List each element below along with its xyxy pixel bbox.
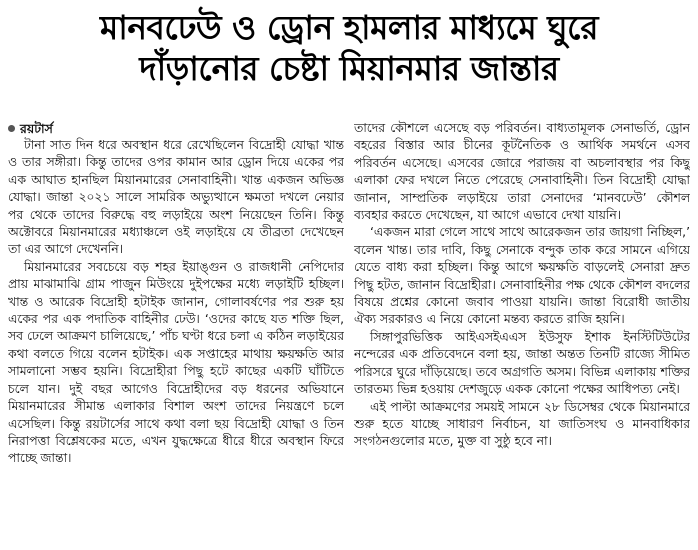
headline-line-1: মানবঢেউ ও ড্রোন হামলার মাধ্যমে ঘুরে xyxy=(99,8,599,47)
right-column xyxy=(354,120,690,548)
headline xyxy=(0,0,698,88)
byline-source: রয়টার্স xyxy=(20,121,53,136)
byline xyxy=(8,120,344,137)
paragraph: ‘একজন মারা গেলে সাথে সাথে আরেকজন তার জায়গা নিচ্ছিল,’ বলেন খান্ত। তার দাবি, কিছু সেনাকে বন্দুক তাক করে সামনে এগিয়ে যেতে বাধ্য করা হচ্ছিল। কিন্তু আগে ক্ষয়ক্ষতি বাড়লেই সেনারা দ্রুত পিছু হটত, জানান বিদ্রোহীরা। সেনাবাহিনীর পক্ষ থেকে কৌশল বদলের বিষয়ে প্রশ্নের কোনো জবাব পাওয়া যায়নি। জান্তা বিরোধী জাতীয় ঐক্য সরকারও এ নিয়ে কোনো মন্তব্য করতে রাজি হয়নি। xyxy=(354,225,690,327)
bullet-icon xyxy=(8,125,15,132)
paragraph: তাদের কৌশলে এসেছে বড় পরিবর্তন। বাধ্যতামূলক সেনাভর্তি, ড্রোন বহরের বিস্তার আর চীনের কূটনৈতিক ও আর্থিক সমর্থনে এসব পরিবর্তন এসেছে। এসবের জোরে পরাজয় বা অচলাবস্থার পর কিছু এলাকা ফের দখলে নিতে পেরেছে সেনাবাহিনী। তিন বিদ্রোহী যোদ্ধা জানান, সাম্প্রতিক লড়াইয়ে তারা সেনাদের ‘মানবঢেউ’ কৌশল ব্যবহার করতে দেখেছেন, যা আগে এভাবে দেখা যায়নি। xyxy=(354,121,690,223)
headline-line-2: দাঁড়ানোর চেষ্টা মিয়ানমার জান্তার xyxy=(139,48,559,88)
left-column xyxy=(8,120,344,548)
paragraph: এই পাল্টা আক্রমণের সময়ই সামনে ২৮ ডিসেম্বর থেকে মিয়ানমারে শুরু হতে যাচ্ছে সাধারণ নির্বাচন, যা জাতিসংঘ ও মানবাধিকার সংগঠনগুলোর মতে, মুক্ত বা সুষ্ঠু হবে না। xyxy=(354,399,690,449)
paragraph: মিয়ানমারের সবচেয়ে বড় শহর ইয়াঙ্গুন ও রাজধানী নেপিদোর প্রায় মাঝামাঝি গ্রাম পাজুন মিউংয়ে দুইপক্ষের মধ্যে লড়াইটি হচ্ছিল। খান্ত ও আরেক বিদ্রোহী হটাইক জানান, গোলাবর্ষণের পর শুরু হয় একের পর এক পদাতিক বাহিনীর ঢেউ। ‘ওদের কাছে যত শক্তি ছিল, সব ঢেলে আক্রমণ চালিয়েছে,’ পাঁচ ঘণ্টা ধরে চলা এ কঠিন লড়াইয়ের কথা বলতে গিয়ে বলেন হটাইক। এক সপ্তাহের মাথায় ক্ষয়ক্ষতি আর সামলানো সম্ভব হয়নি। বিদ্রোহীরা পিছু হটে কাছের একটি ঘাঁটিতে চলে যান। দুই বছর আগেও বিদ্রোহীদের বড় ধরনের অভিযানে মিয়ানমারের সীমান্ত এলাকার বিশাল অংশ তাদের নিয়ন্ত্রণে চলে এসেছিল। কিন্তু রয়টার্সের সাথে কথা বলা ছয় বিদ্রোহী যোদ্ধা ও তিন নিরাপত্তা বিশ্লেষকের মতে, এখন যুদ্ধক্ষেত্রে ধীরে ধীরে অবস্থান ফিরে পাচ্ছে জান্তা। xyxy=(8,259,344,466)
paragraph: সিঙ্গাপুরভিত্তিক আইএসইএএস ইউসুফ ইশাক ইনস্টিটিউটের নন্দেরের এক প্রতিবেদনে বলা হয়, জান্তা অন্তত তিনটি রাজ্যে সীমিত পরিসরে ঘুরে দাঁড়িয়েছে। তবে অগ্রগতি অসম। বিভিন্ন এলাকায় শক্তির তারতম্য ভিন্ন হওয়ায় দেশজুড়ে একক কোনো পক্ষের আধিপত্য নেই। xyxy=(354,329,690,397)
paragraph: টানা সাত দিন ধরে অবস্থান ধরে রেখেছিলেন বিদ্রোহী যোদ্ধা খান্ত ও তার সঙ্গীরা। কিন্তু তাদের ওপর কামান আর ড্রোন দিয়ে একের পর এক আঘাত হানছিল মিয়ানমারের সেনাবাহিনী। খান্ত একজন অভিজ্ঞ যোদ্ধা। জান্তা ২০২১ সালে সামরিক অভ্যুত্থানে ক্ষমতা দখলে নেয়ার পর থেকে তাদের বিরুদ্ধে বহু লড়াইয়ে অংশ নিয়েছেন তিনি। কিন্তু অক্টোবরে মিয়ানমারের মধ্যাঞ্চলে ওই লড়াইয়ে যে তীব্রতা দেখেছেন তা এর আগে দেখেননি। xyxy=(8,138,344,257)
article-body xyxy=(8,120,690,548)
